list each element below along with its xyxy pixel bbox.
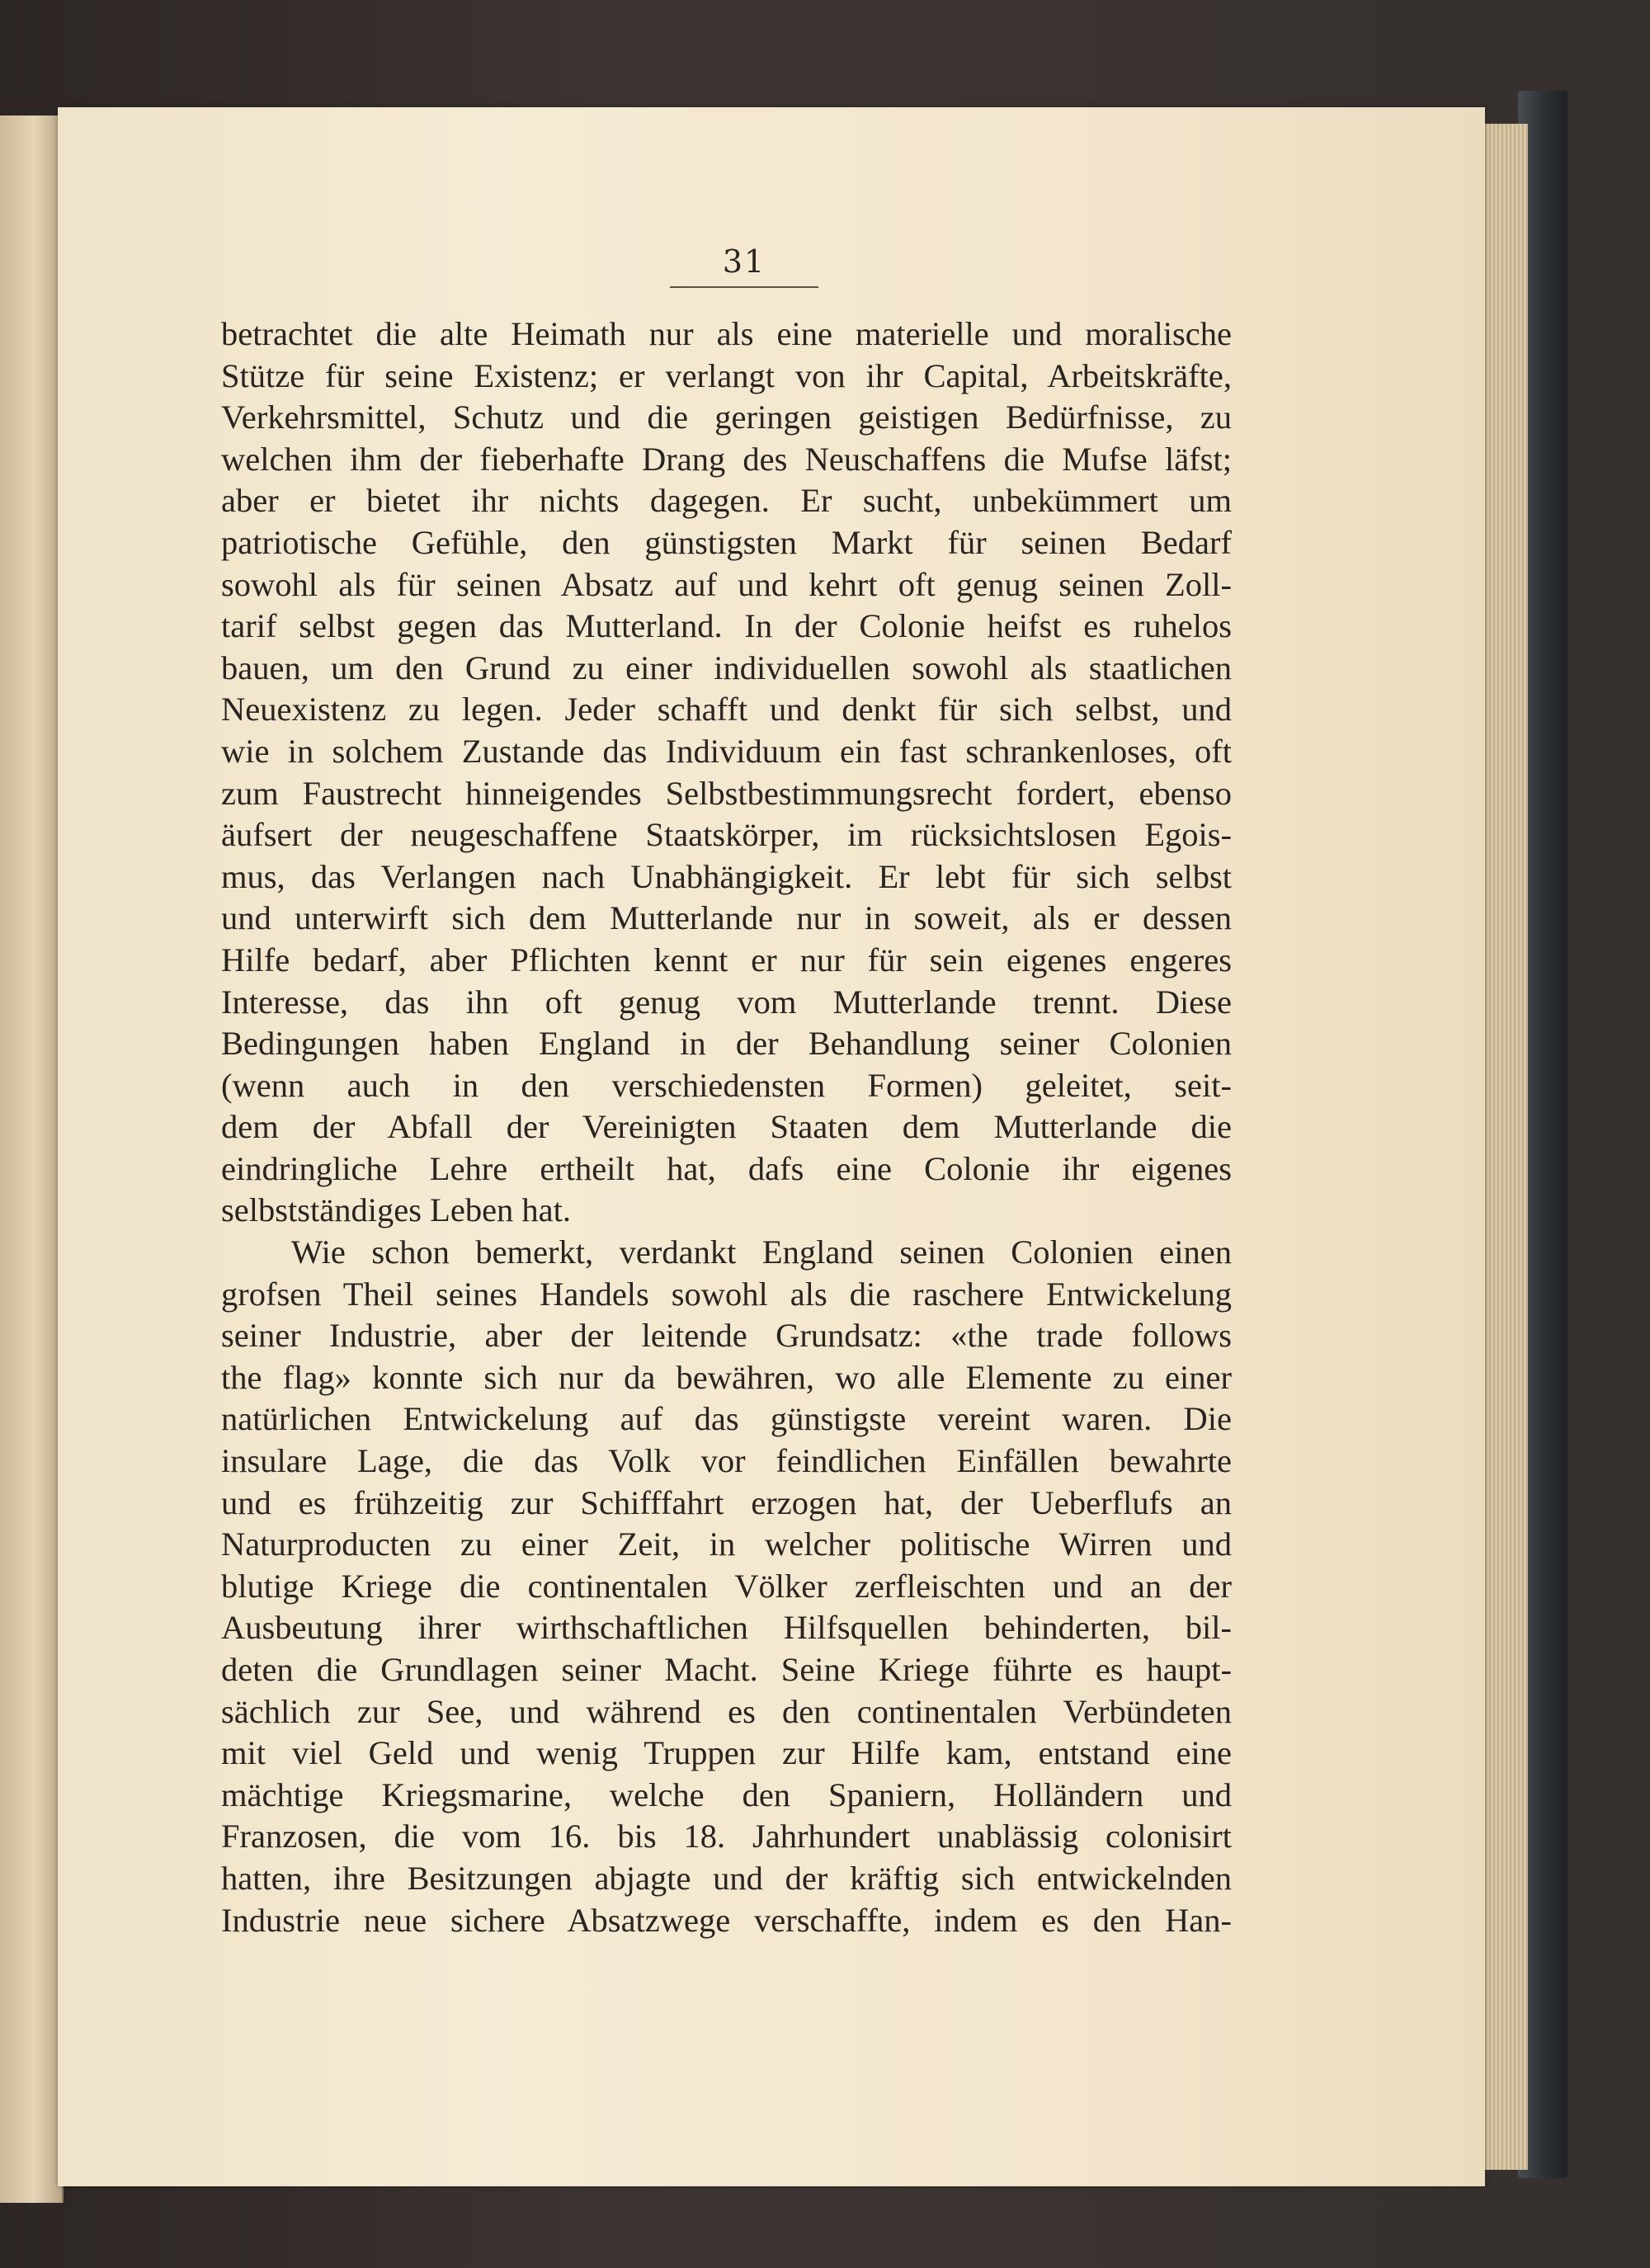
paragraph-end-line: selbstständiges Leben hat. <box>221 1191 572 1229</box>
text-line: patriotische Gefühle, den günstigsten Markt für seinen Bedarf <box>221 523 1232 561</box>
text-line: Industrie neue sichere Absatzwege verschaffte, indem es den Han- <box>221 1901 1232 1939</box>
text-line: Hilfe bedarf, aber Pflichten kennt er nur für sein eigenes engeres <box>221 941 1232 978</box>
text-line: Interesse, das ihn oft genug vom Mutterlande trennt. Diese <box>221 983 1232 1021</box>
text-line: Verkehrsmittel, Schutz und die geringen geistigen Bedürfnisse, zu <box>221 398 1232 436</box>
text-line: Ausbeutung ihrer wirthschaftlichen Hilfsquellen behinderten, bil- <box>221 1609 1232 1647</box>
text-line: und unterwirft sich dem Mutterlande nur in soweit, als er dessen <box>221 899 1232 937</box>
text-line: tarif selbst gegen das Mutterland. In der Colonie heifst es ruhelos <box>221 607 1232 645</box>
text-line: Naturproducten zu einer Zeit, in welcher politische Wirren und <box>221 1525 1232 1563</box>
text-line: Franzosen, die vom 16. bis 18. Jahrhundert unablässig colonisirt <box>221 1818 1232 1855</box>
text-line: seiner Industrie, aber der leitende Grundsatz: «the trade follows <box>221 1317 1232 1355</box>
previous-page-edge <box>0 116 64 2203</box>
text-line: the flag» konnte sich nur da bewähren, wo alle Elemente zu einer <box>221 1358 1232 1396</box>
text-line: welchen ihm der fieberhafte Drang des Neuschaffens die Mufse läfst; <box>221 440 1232 478</box>
text-line: Neuexistenz zu legen. Jeder schafft und denkt für sich selbst, und <box>221 691 1232 728</box>
text-line: zum Faustrecht hinneigendes Selbstbestimmungsrecht fordert, ebenso <box>221 774 1232 812</box>
text-line: mus, das Verlangen nach Unabhängigkeit. Er lebt für sich selbst <box>221 857 1232 895</box>
text-line: sächlich zur See, und während es den continentalen Verbündeten <box>221 1692 1232 1730</box>
text-line: blutige Kriege die continentalen Völker zerfleischten und an der <box>221 1567 1232 1605</box>
text-line: mit viel Geld und wenig Truppen zur Hilfe kam, entstand eine <box>221 1734 1232 1772</box>
page-number: 31 <box>670 243 818 288</box>
text-line: äufsert der neugeschaffene Staatskörper, im rücksichtslosen Egois- <box>221 816 1232 854</box>
text-line: Stütze für seine Existenz; er verlangt von ihr Capital, Arbeitskräfte, <box>221 356 1232 394</box>
text-line: eindringliche Lehre ertheilt hat, dafs eine Colonie ihr eigenes <box>221 1149 1232 1187</box>
page-body-text <box>221 314 1232 1941</box>
text-line: deten die Grundlagen seiner Macht. Seine Kriege führte es haupt- <box>221 1651 1232 1688</box>
text-line: aber er bietet ihr nichts dagegen. Er sucht, unbekümmert um <box>221 482 1232 520</box>
text-line: dem der Abfall der Vereinigten Staaten dem Mutterlande die <box>221 1108 1232 1146</box>
text-line: hatten, ihre Besitzungen abjagte und der kräftig sich entwickelnden <box>221 1859 1232 1897</box>
text-line: natürlichen Entwickelung auf das günstigste vereint waren. Die <box>221 1400 1232 1438</box>
text-line: wie in solchem Zustande das Individuum ein fast schrankenloses, oft <box>221 732 1232 770</box>
text-line: insulare Lage, die das Volk vor feindlichen Einfällen bewahrte <box>221 1442 1232 1480</box>
text-line: sowohl als für seinen Absatz auf und kehrt oft genug seinen Zoll- <box>221 565 1232 603</box>
text-line: Bedingungen haben England in der Behandlung seiner Colonien <box>221 1025 1232 1063</box>
paragraph-start-line: Wie schon bemerkt, verdankt England seinen Colonien einen <box>291 1233 1232 1271</box>
text-line: mächtige Kriegsmarine, welche den Spaniern, Holländern und <box>221 1775 1232 1813</box>
text-line: (wenn auch in den verschiedensten Formen) geleitet, seit- <box>221 1066 1232 1104</box>
text-line: und es frühzeitig zur Schifffahrt erzogen hat, der Ueberflufs an <box>221 1483 1232 1521</box>
text-line: betrachtet die alte Heimath nur als eine materielle und moralische <box>221 315 1232 352</box>
text-line: bauen, um den Grund zu einer individuellen sowohl als staatlichen <box>221 648 1232 686</box>
text-line: grofsen Theil seines Handels sowohl als die raschere Entwickelung <box>221 1275 1232 1313</box>
